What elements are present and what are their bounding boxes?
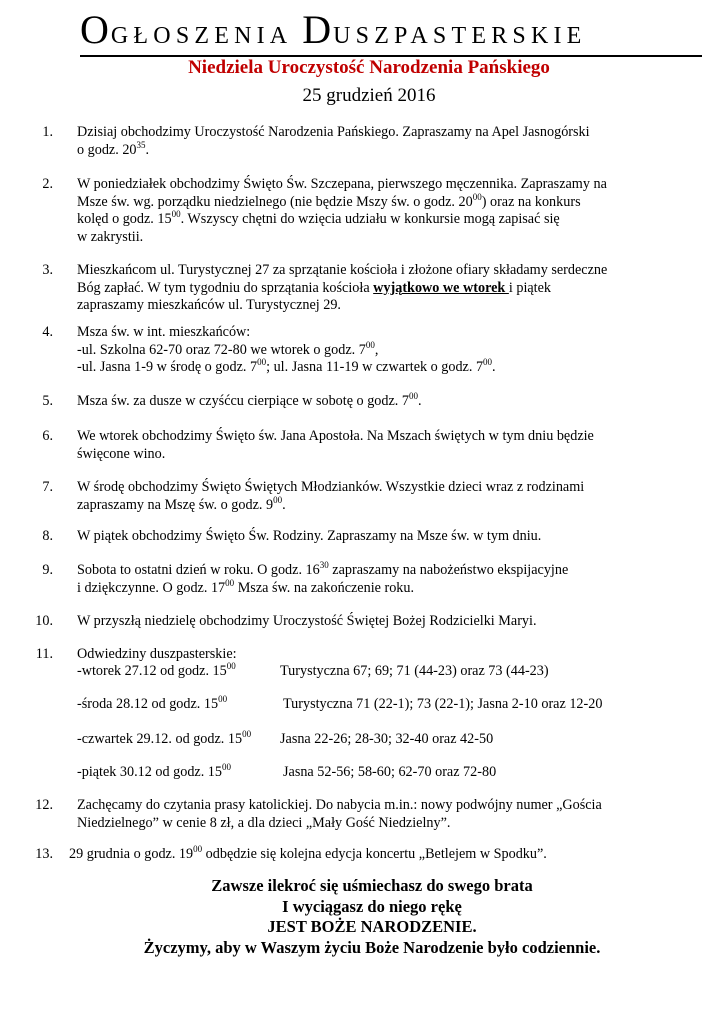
- text-run: . Wszyscy chętni do wzięcia udziału w konkursie mogą zapisać się: [180, 211, 560, 227]
- item-line: We wtorek obchodzimy Święto św. Jana Apostoła. Na Mszach świętych w tym dniu będzie: [77, 428, 594, 444]
- closing-line: I wyciągasz do niego rękę: [282, 896, 462, 916]
- item-number: 9.: [42, 562, 53, 578]
- time-superscript: 00: [257, 357, 267, 367]
- page-date: 25 grudzień 2016: [302, 85, 436, 106]
- item-number: 13.: [35, 846, 53, 862]
- item-line: Odwiedziny duszpasterskie:: [77, 646, 237, 662]
- item-number: 4.: [42, 324, 53, 340]
- item-line: Zachęcamy do czytania prasy katolickiej. Do nabycia m.in.: nowy podwójny numer „Gościa: [77, 797, 602, 813]
- page-title: [80, 7, 702, 57]
- text-run: .: [417, 393, 422, 409]
- closing-line: Życzymy, aby w Waszym życiu Boże Narodzenie było codziennie.: [143, 937, 601, 957]
- item-text: [77, 428, 594, 463]
- item-text: [77, 613, 537, 631]
- visit-row: [77, 764, 231, 782]
- time-superscript: 00: [226, 661, 236, 671]
- text-run: -ul. Szkolna 62-70 oraz 72-80 we wtorek o godz. 7: [77, 341, 366, 358]
- item-text: [77, 562, 568, 597]
- item-number: 1.: [42, 124, 53, 140]
- visit-streets: Turystyczna 67; 69; 71 (44-23) oraz 73 (44-23): [280, 663, 549, 679]
- item-line: [77, 562, 568, 580]
- item-line: [77, 191, 607, 212]
- item-line: [77, 359, 496, 377]
- visit-row: [77, 663, 236, 681]
- time-superscript: 00: [365, 339, 375, 350]
- item-line: W poniedziałek obchodzimy Święto Św. Szczepana, pierwszego męczennika. Zapraszamy na: [77, 176, 607, 192]
- item-line: Mieszkańcom ul. Turystycznej 27 za sprzątanie kościoła i złożone ofiary składamy serdeczne: [77, 262, 608, 278]
- page-subtitle: Niedziela Uroczystość Narodzenia Pańskiego: [188, 57, 550, 78]
- item-number: 6.: [42, 428, 53, 444]
- item-line: [77, 139, 590, 160]
- time-superscript: 00: [472, 191, 482, 202]
- text-run: ) oraz na konkurs: [481, 193, 581, 210]
- text-run: .: [492, 359, 496, 375]
- item-line: [77, 211, 607, 229]
- title-initial-d: D: [302, 7, 334, 52]
- item-number: 7.: [42, 479, 53, 495]
- item-line: [77, 339, 496, 360]
- visit-row: [77, 696, 227, 714]
- time-superscript: 00: [483, 357, 493, 367]
- item-line: [77, 280, 607, 298]
- text-run: .: [282, 496, 286, 513]
- title-word-2: USZPASTERSKIE: [333, 23, 587, 49]
- item-number: 3.: [42, 262, 53, 278]
- time-superscript: 00: [242, 729, 252, 739]
- list-item-11: [29, 646, 689, 786]
- text-run: .: [145, 141, 150, 158]
- visit-row: [77, 731, 251, 749]
- item-text: [77, 176, 607, 246]
- time-superscript: 00: [222, 762, 231, 772]
- item-number: 11.: [35, 646, 53, 662]
- title-word-1: GŁOSZENIA: [110, 23, 292, 49]
- text-run: 29 grudnia o godz. 19: [69, 846, 194, 862]
- text-run: ,: [374, 341, 379, 358]
- item-number: 10.: [35, 613, 53, 629]
- item-line: W piątek obchodzimy Święto Św. Rodziny. Zapraszamy na Msze św. w tym dniu.: [77, 528, 542, 544]
- text-run: Msza św. na zakończenie roku.: [234, 579, 415, 596]
- closing-line: Zawsze ilekroć się uśmiechasz do swego brata: [211, 876, 533, 895]
- text-run: i dziękczynne. O godz. 17: [77, 579, 226, 596]
- item-number: 8.: [42, 528, 53, 544]
- visit-streets: Turystyczna 71 (22-1); 73 (22-1); Jasna 2-10 oraz 12-20: [283, 696, 603, 712]
- item-line: W przyszłą niedzielę obchodzimy Uroczystość Świętej Bożej Rodzicielki Maryi.: [77, 613, 537, 629]
- item-line: zapraszamy mieszkańców ul. Turystycznej 29.: [77, 297, 341, 313]
- text-run: zapraszamy na nabożeństwo ekspijacyjne: [328, 562, 569, 578]
- item-text: [77, 262, 607, 315]
- item-line: [77, 494, 584, 515]
- item-line: [69, 846, 547, 864]
- time-superscript: 30: [319, 560, 329, 570]
- item-text: [77, 479, 584, 514]
- time-superscript: 00: [171, 209, 181, 219]
- text-run: kolęd o godz. 15: [77, 211, 172, 227]
- visit-day: -piątek 30.12 od godz. 15: [77, 764, 222, 780]
- item-number: 12.: [35, 797, 53, 813]
- visit-day: -środa 28.12 od godz. 15: [77, 696, 219, 712]
- text-run: o godz. 20: [77, 141, 137, 158]
- visit-streets: Jasna 22-26; 28-30; 32-40 oraz 42-50: [280, 731, 494, 747]
- item-text: [77, 646, 237, 664]
- time-superscript: 00: [218, 694, 228, 704]
- item-line: święcone wino.: [77, 445, 166, 462]
- item-text: [77, 528, 541, 546]
- closing-message: [0, 876, 724, 958]
- time-superscript: 00: [408, 391, 418, 401]
- text-run: i piątek: [508, 279, 552, 296]
- text-run: ; ul. Jasna 11-19 w czwartek o godz. 7: [266, 359, 484, 375]
- text-run: Msza św. za dusze w czyśćcu cierpiące w sobotę o godz. 7: [77, 393, 409, 409]
- item-line: Msza św. w int. mieszkańców:: [77, 324, 251, 340]
- text-run: zapraszamy na Mszę św. o godz. 9: [77, 496, 274, 513]
- visit-streets: Jasna 52-56; 58-60; 62-70 oraz 72-80: [283, 764, 497, 780]
- time-superscript: 00: [225, 577, 235, 588]
- item-text: [77, 124, 590, 159]
- emphasis-text: wyjątkowo we wtorek: [373, 279, 509, 296]
- title-initial-o: O: [80, 7, 111, 52]
- item-line: W środę obchodzimy Święto Świętych Młodzianków. Wszystkie dzieci wraz z rodzinami: [77, 479, 585, 495]
- text-run: odbędzie się kolejna edycja koncertu „Betlejem w Spodku”.: [202, 846, 547, 862]
- item-line: w zakrystii.: [77, 228, 144, 245]
- item-text: [77, 393, 422, 411]
- text-run: Msze św. wg. porządku niedzielnego (nie będzie Mszy św. o godz. 20: [77, 193, 473, 210]
- visit-day: -wtorek 27.12 od godz. 15: [77, 663, 227, 679]
- visit-day: -czwartek 29.12. od godz. 15: [77, 731, 243, 747]
- item-text: [77, 797, 602, 832]
- item-number: 5.: [42, 393, 53, 409]
- text-run: Bóg zapłać. W tym tygodniu do sprzątania kościoła: [77, 279, 374, 296]
- item-text: [77, 324, 496, 377]
- item-line: Niedzielnego” w cenie 8 zł, a dla dzieci „Mały Gość Niedzielny”.: [77, 814, 451, 831]
- item-text: [69, 846, 547, 864]
- item-line: [77, 393, 422, 411]
- item-number: 2.: [42, 176, 53, 192]
- item-line: [77, 577, 568, 598]
- time-superscript: 00: [273, 494, 283, 505]
- closing-line: JEST BOŻE NARODZENIE.: [267, 917, 477, 936]
- time-superscript: 00: [193, 844, 203, 854]
- item-line: Dzisiaj obchodzimy Uroczystość Narodzenia Pańskiego. Zapraszamy na Apel Jasnogórski: [77, 124, 590, 140]
- text-run: Sobota to ostatni dzień w roku. O godz. 16: [77, 562, 320, 578]
- time-superscript: 35: [136, 139, 146, 150]
- text-run: -ul. Jasna 1-9 w środę o godz. 7: [77, 359, 258, 375]
